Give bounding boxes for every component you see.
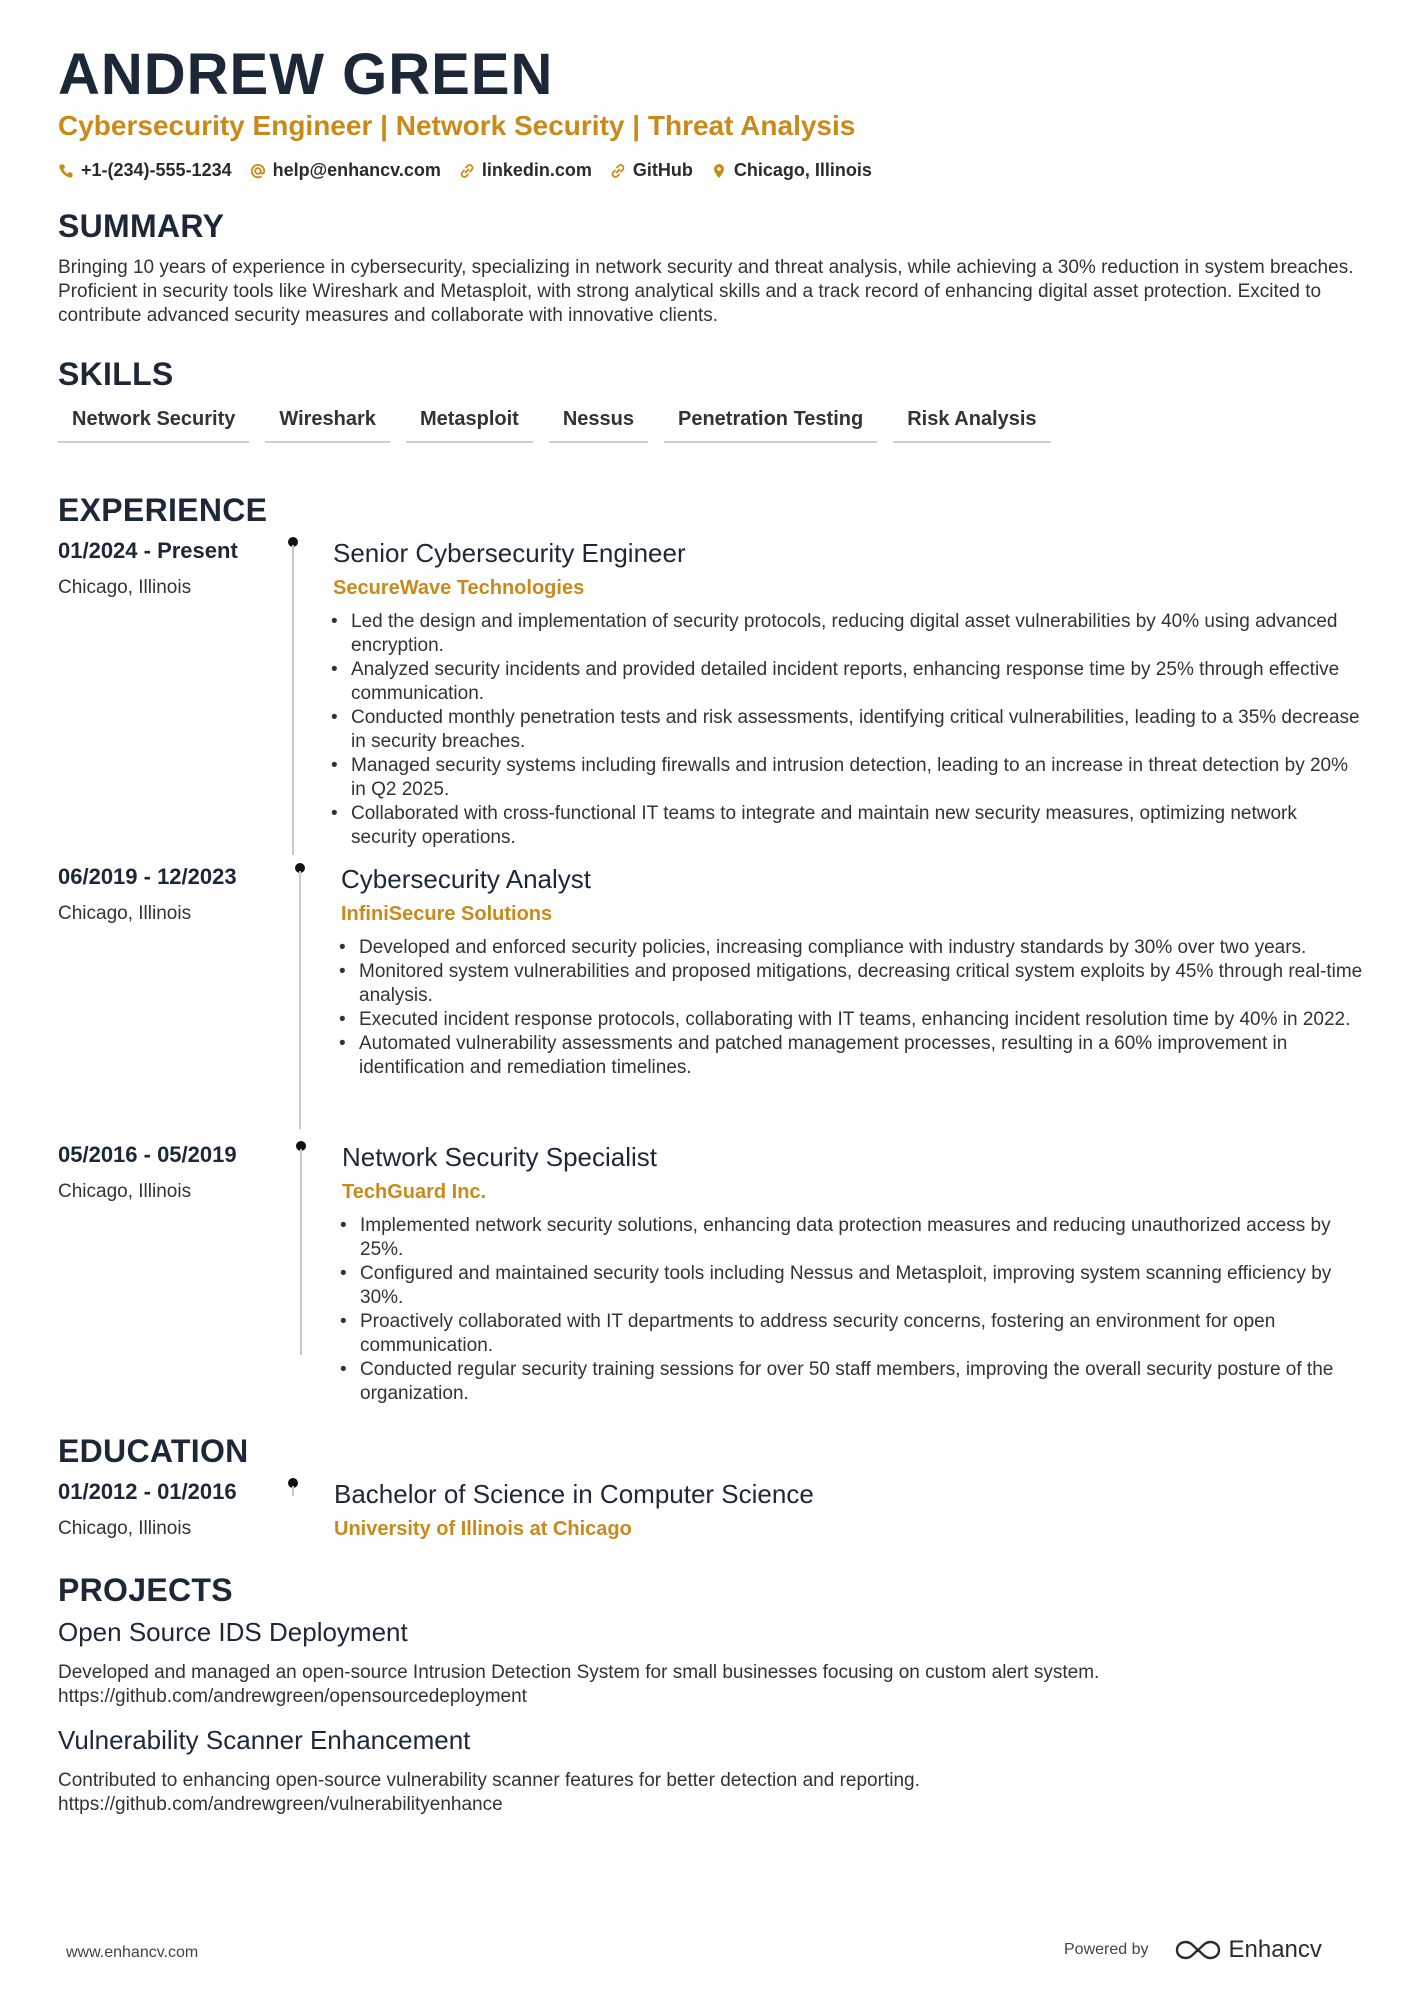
- job-company: InfiniSecure Solutions: [341, 903, 553, 925]
- contact-linkedin[interactable]: [459, 160, 592, 181]
- list-item: • Collaborated with cross-functional IT teams to integrate and maintain new security measures, optimizing network security operations.: [325, 802, 1363, 850]
- education-school: University of Illinois at Chicago: [334, 1518, 632, 1540]
- list-item: • Monitored system vulnerabilities and proposed mitigations, decreasing critical system exploits by 45% through real-time analysis.: [333, 960, 1363, 1008]
- job-role: Senior Cybersecurity Engineer: [333, 538, 686, 568]
- link-icon: [610, 163, 626, 179]
- list-item: • Configured and maintained security tools including Nessus and Metasploit, improving system scanning efficiency by 30%.: [334, 1262, 1363, 1310]
- candidate-name: ANDREW GREEN: [58, 42, 554, 107]
- project-name: Open Source IDS Deployment: [58, 1617, 408, 1647]
- summary-text: Bringing 10 years of experience in cybersecurity, specializing in network security and threat analysis, while achieving a 30% reduction in system breaches. Proficient in security tools like Wireshark and Metasploit, with strong analytical skills and a track record of enhancing digital asset protection. Excited to contribute advanced security measures and collaborate with innovative clients.: [58, 257, 1354, 326]
- projects-heading: PROJECTS: [58, 1572, 233, 1608]
- education-heading: EDUCATION: [58, 1433, 249, 1469]
- job-entry: [341, 866, 1363, 1080]
- project-description-text: Developed and managed an open-source Intrusion Detection System for small businesses focusing on custom alert system.: [58, 1662, 1100, 1683]
- job-bullets: [334, 1214, 1363, 1406]
- job-company: TechGuard Inc.: [342, 1181, 487, 1203]
- education-dates: 01/2012 - 01/2016: [58, 1479, 237, 1504]
- education-location: Chicago, Illinois: [58, 1518, 192, 1539]
- skill-tag: Risk Analysis: [893, 408, 1050, 443]
- contact-email-text: help@enhancv.com: [272, 160, 441, 180]
- skills-heading: SKILLS: [58, 356, 174, 392]
- contact-location: [711, 160, 872, 181]
- job-meta: [58, 1144, 237, 1201]
- contact-phone-text: +1-(234)-555-1234: [81, 160, 232, 180]
- project-name: Vulnerability Scanner Enhancement: [58, 1725, 471, 1755]
- job-location: Chicago, Illinois: [58, 577, 192, 598]
- list-item: • Executed incident response protocols, collaborating with IT teams, enhancing incident resolution time by 40% in 2022.: [333, 1008, 1363, 1032]
- list-item: • Led the design and implementation of security protocols, reducing digital asset vulnerabilities by 40% using advanced encryption.: [325, 610, 1363, 658]
- job-dates: 01/2024 - Present: [58, 538, 238, 563]
- brand-logo[interactable]: [1175, 1936, 1322, 1964]
- skill-tag: Wireshark: [265, 408, 390, 443]
- timeline-line: [292, 545, 294, 855]
- list-item: • Implemented network security solutions, enhancing data protection measures and reducing unauthorized access by 25%.: [334, 1214, 1363, 1262]
- contact-bar: [58, 160, 872, 181]
- job-location: Chicago, Illinois: [58, 1181, 192, 1202]
- education-entry: [334, 1481, 1334, 1539]
- brand-name: Enhancv: [1228, 1936, 1322, 1963]
- list-item: • Automated vulnerability assessments and patched management processes, resulting in a 60% improvement in identification and remediation timelines.: [333, 1032, 1363, 1080]
- education-meta: [58, 1481, 237, 1538]
- link-icon: [459, 163, 475, 179]
- job-location: Chicago, Illinois: [58, 903, 192, 924]
- job-dates: 05/2016 - 05/2019: [58, 1142, 237, 1167]
- job-meta: [58, 866, 237, 923]
- footer-website[interactable]: www.enhancv.com: [66, 1944, 199, 1961]
- footer-branding: [1064, 1936, 1322, 1964]
- job-bullets: [325, 610, 1363, 850]
- project-url[interactable]: https://github.com/andrewgreen/opensourcedeployment: [58, 1686, 527, 1707]
- contact-phone[interactable]: [58, 160, 232, 181]
- skills-list: [58, 408, 1051, 443]
- list-item: • Proactively collaborated with IT departments to address security concerns, fostering an environment for open communication.: [334, 1310, 1363, 1358]
- contact-email[interactable]: [250, 160, 441, 181]
- skill-tag: Penetration Testing: [664, 408, 877, 443]
- skill-tag: Network Security: [58, 408, 249, 443]
- skill-tag: Nessus: [549, 408, 648, 443]
- project-url[interactable]: https://github.com/andrewgreen/vulnerabilityenhance: [58, 1794, 503, 1815]
- contact-github[interactable]: [610, 160, 693, 181]
- timeline-line: [292, 1486, 294, 1496]
- phone-icon: [58, 163, 74, 179]
- experience-heading: EXPERIENCE: [58, 492, 268, 528]
- project-description: [58, 1769, 920, 1817]
- contact-linkedin-text: linkedin.com: [481, 160, 592, 180]
- list-item: • Conducted regular security training sessions for over 50 staff members, improving the overall security posture of the organization.: [334, 1358, 1363, 1406]
- skill-tag: Metasploit: [406, 408, 533, 443]
- job-company: SecureWave Technologies: [333, 577, 585, 599]
- job-dates: 06/2019 - 12/2023: [58, 864, 237, 889]
- job-role: Cybersecurity Analyst: [341, 864, 591, 894]
- project-description: [58, 1661, 1099, 1709]
- summary-heading: SUMMARY: [58, 208, 225, 244]
- enhancv-logo-icon: [1175, 1938, 1221, 1962]
- list-item: • Developed and enforced security policies, increasing compliance with industry standards by 30% over two years.: [333, 936, 1363, 960]
- timeline-line: [300, 1149, 302, 1355]
- project-description-text: Contributed to enhancing open-source vulnerability scanner features for better detection and reporting.: [58, 1770, 920, 1791]
- job-entry: [342, 1144, 1363, 1406]
- location-pin-icon: [711, 163, 727, 179]
- list-item: • Analyzed security incidents and provided detailed incident reports, enhancing response time by 25% through effective communication.: [325, 658, 1363, 706]
- list-item: • Conducted monthly penetration tests and risk assessments, identifying critical vulnerabilities, leading to a 35% decrease in security breaches.: [325, 706, 1363, 754]
- contact-github-text: GitHub: [632, 160, 693, 180]
- candidate-title: Cybersecurity Engineer | Network Security | Threat Analysis: [58, 110, 856, 141]
- contact-location-text: Chicago, Illinois: [733, 160, 872, 180]
- job-meta: [58, 540, 238, 597]
- job-entry: [333, 540, 1363, 850]
- job-role: Network Security Specialist: [342, 1142, 657, 1172]
- powered-by-label: Powered by: [1064, 1941, 1149, 1958]
- list-item: • Managed security systems including firewalls and intrusion detection, leading to an increase in threat detection by 20% in Q2 2025.: [325, 754, 1363, 802]
- timeline-line: [299, 871, 301, 1129]
- job-bullets: [333, 936, 1363, 1080]
- at-icon: [250, 163, 266, 179]
- education-degree: Bachelor of Science in Computer Science: [334, 1479, 814, 1509]
